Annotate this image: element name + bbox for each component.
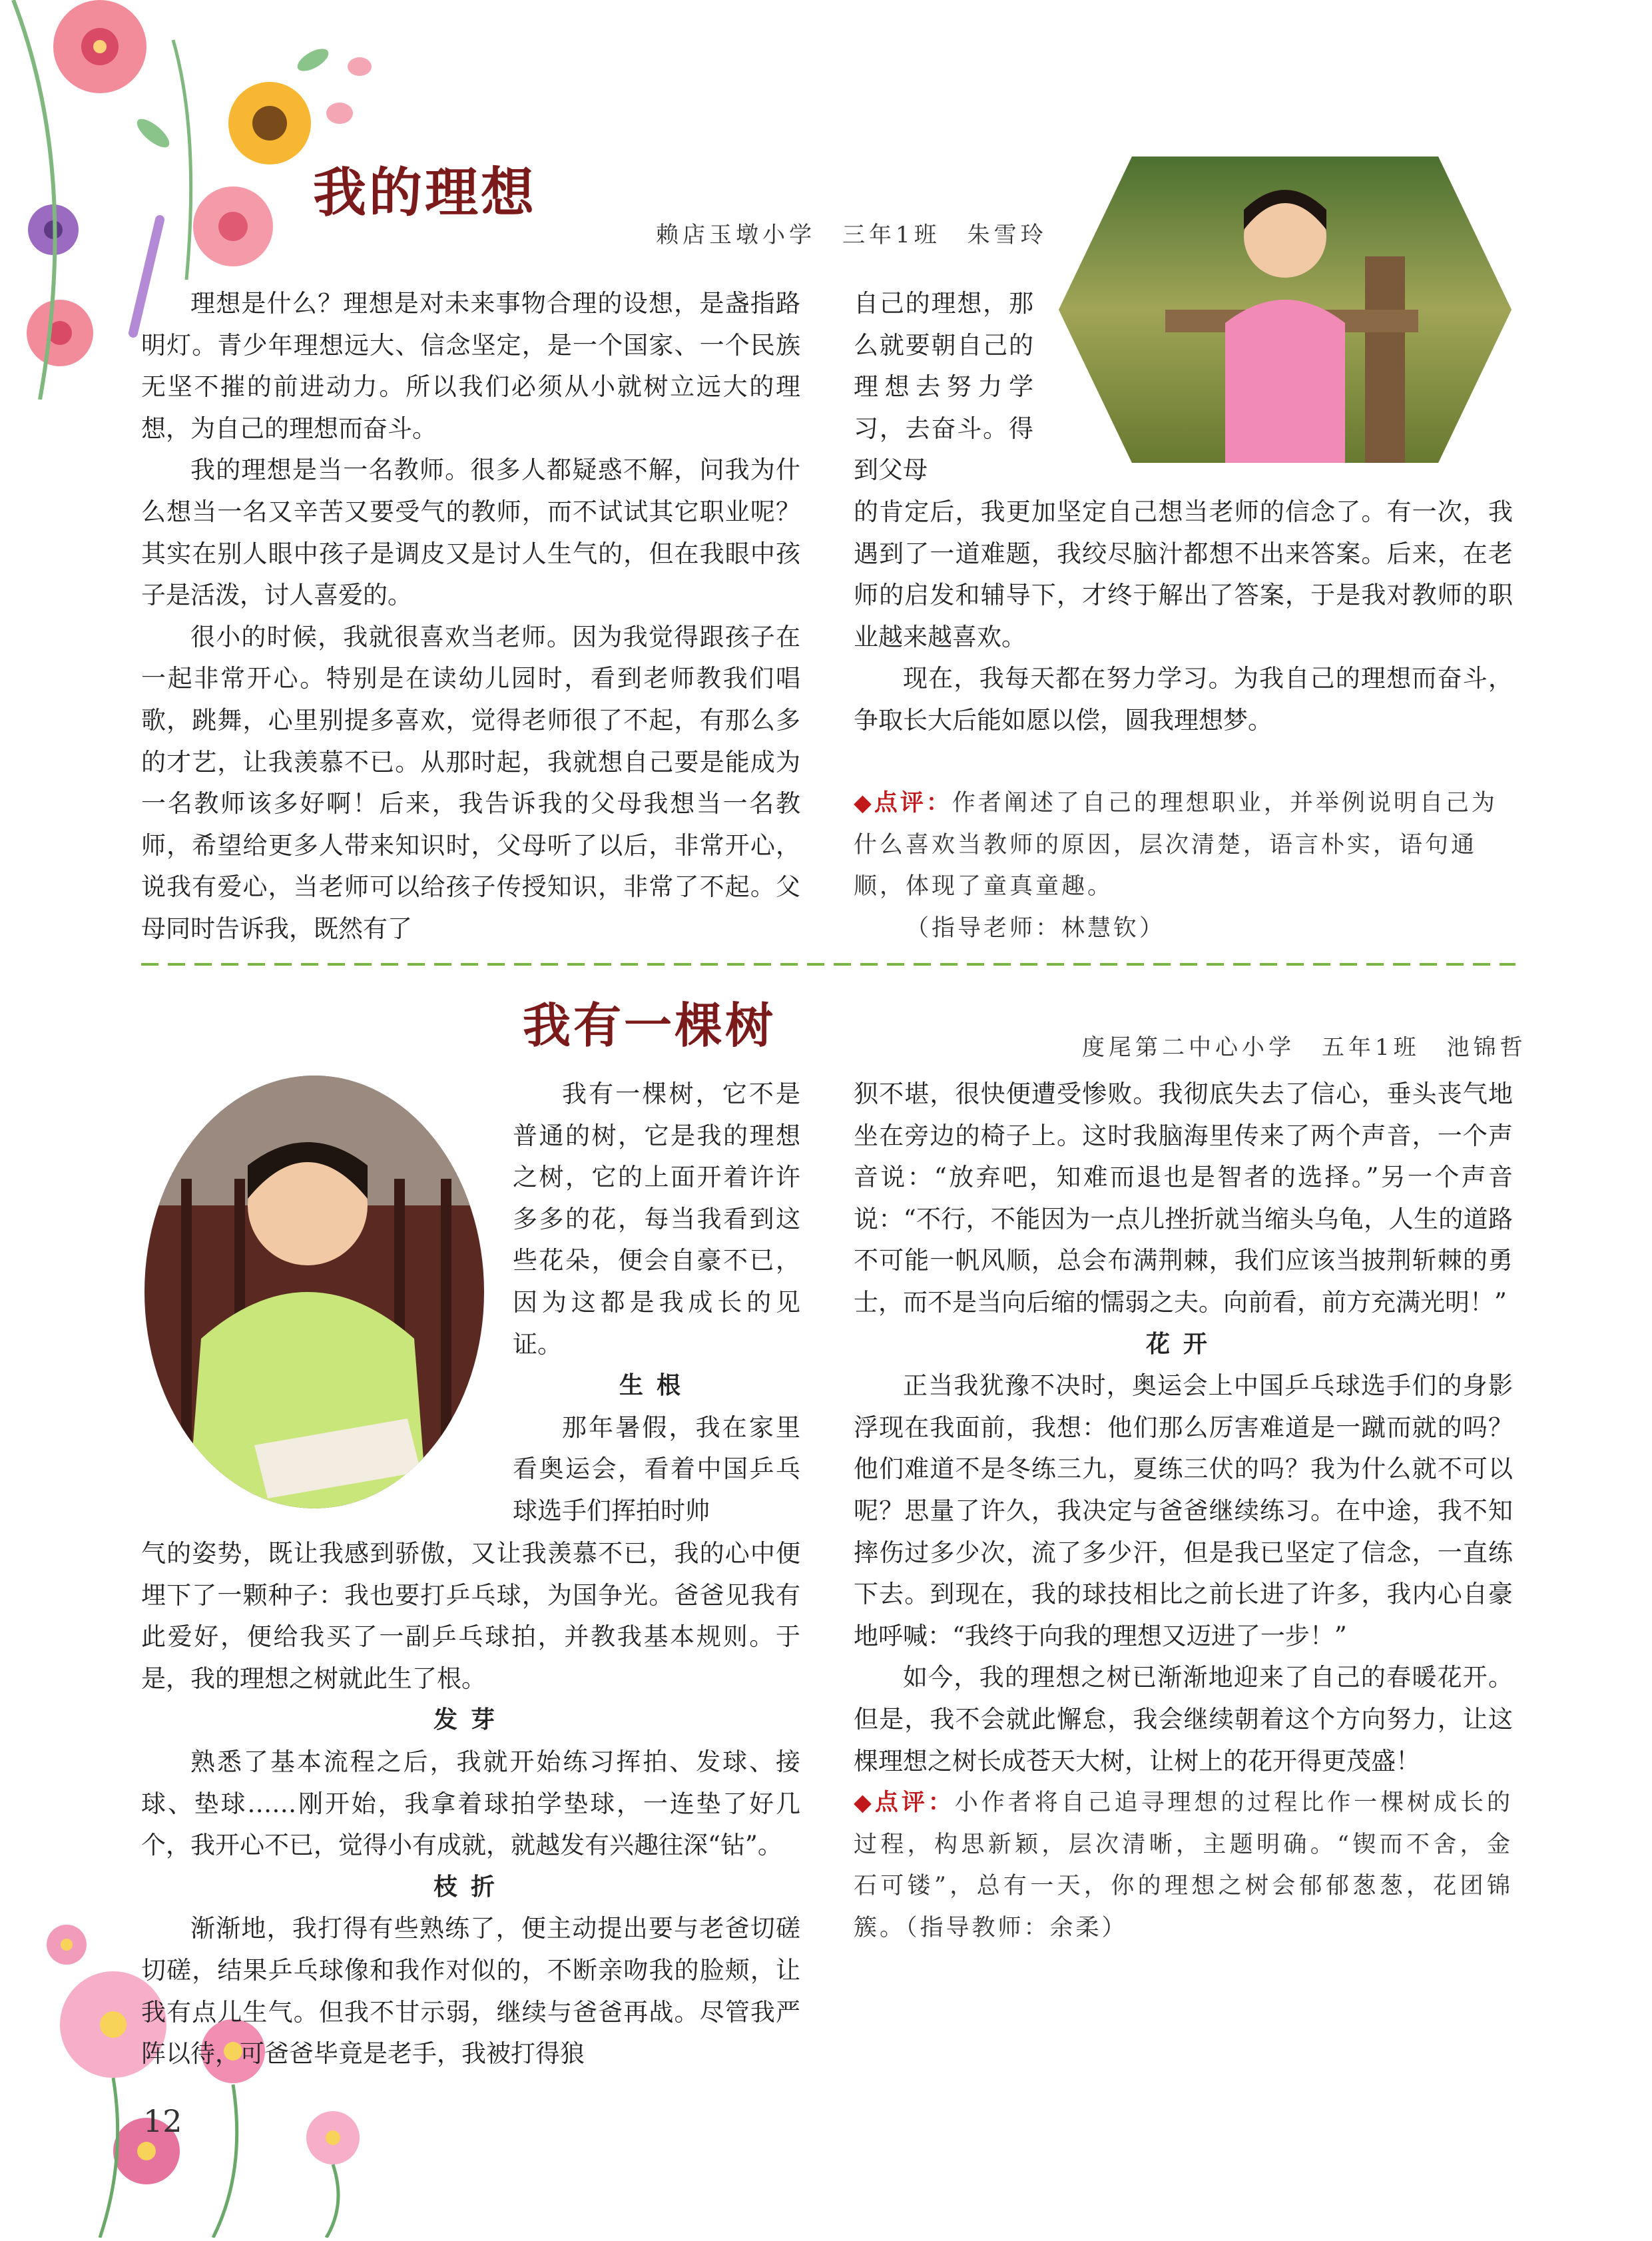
student-photo-girl (1052, 157, 1518, 463)
review-label: ◆点评： (854, 789, 952, 816)
article1-title: 我的理想 (313, 162, 537, 224)
article2-column-right (854, 1074, 1513, 1949)
article1-paragraph: 现在，我每天都在努力学习。为我自己的理想而奋斗，争取长大后能如愿以偿，圆我理想梦。 (854, 664, 1513, 735)
subheading-root: 生根 (619, 1372, 694, 1400)
article1-column-right-narrow (854, 283, 1033, 491)
subheading-bloom: 花开 (1145, 1330, 1221, 1358)
review-text: 作者阐述了自己的理想职业，并举例说明自己为什么喜欢当教师的原因，层次清楚，语言朴实，语句通顺，体现了童真童趣。 (854, 790, 1498, 900)
article2-byline: 度尾第二中心小学 五年1班 池锦哲 (1082, 1034, 1527, 1061)
article1-paragraph: 自己的理想，那么就要朝自己的理想去努力学习，去奋斗。得到父母 (854, 289, 1033, 485)
leaf-divider (141, 958, 1515, 971)
article1-column-right (854, 491, 1513, 742)
article2-paragraph: 我有一棵树，它不是普通的树，它是我的理想之树，它的上面开着许许多多的花，每当我看到这些花朵，便会自豪不已，因为这都是我成长的见证。 (513, 1080, 800, 1359)
subheading-sprout: 发芽 (433, 1706, 508, 1734)
article1-paragraph: 理想是什么？理想是对未来事物合理的设想，是盏指路明灯。青少年理想远大、信念坚定，是一个国家、一个民族无坚不摧的前进动力。所以我们必须从小就树立远大的理想，为自己的理想而奋斗。 (141, 289, 800, 443)
pink-flower-icon (193, 186, 273, 266)
sunflower-icon (228, 82, 311, 164)
review-label: ◆点评： (854, 1789, 955, 1817)
article2-paragraph: 正当我犹豫不决时，奥运会上中国乒乓球选手们的身影浮现在我面前，我想：他们那么厉害难道是一蹴而就的吗？他们难道不是冬练三九，夏练三伏的吗？我为什么就不可以呢？思量了许久，我决定与爸爸继续练习。在中途，我不知摔伤过多少次，流了多少汗，但是我已坚定了信念，一直练下去。到现在，我的球技相比之前长进了许多，我内心自豪地呼喊：“我终于向我的理想又迈进了一步！” (854, 1371, 1513, 1650)
article1-review (854, 783, 1513, 949)
article1-column-left (141, 283, 800, 950)
article1-paragraph: 我的理想是当一名教师。很多人都疑惑不解，问我为什么想当一名又辛苦又要受气的教师，而不试试其它职业呢？其实在别人眼中孩子是调皮又是讨人生气的，但在我眼中孩子是活泼，讨人喜爱的。 (141, 456, 800, 610)
article2-title: 我有一棵树 (523, 998, 776, 1054)
cosmos-flower-icon (306, 2111, 360, 2164)
article1-paragraph: 的肯定后，我更加坚定自己想当老师的信念了。有一次，我遇到了一道难题，我绞尽脑汁都想不出来答案。后来，在老师的启发和辅导下，才终于解出了答案，于是我对教师的职业越来越喜欢。 (854, 497, 1513, 651)
article2-paragraph: 气的姿势，既让我感到骄傲，又让我羡慕不已，我的心中便埋下了一颗种子：我也要打乒乓球，为国争光。爸爸见我有此爱好，便给我买了一副乒乓球拍，并教我基本规则。于是，我的理想之树就此生了根。 (141, 1539, 800, 1693)
subheading-break: 枝折 (433, 1873, 508, 1901)
article2-paragraph: 如今，我的理想之树已渐渐地迎来了自己的春暖花开。但是，我不会就此懈怠，我会继续朝着这个方向努力，让这棵理想之树长成苍天大树，让树上的花开得更茂盛！ (854, 1663, 1513, 1775)
article2-paragraph: 狈不堪，很快便遭受惨败。我彻底失去了信心，垂头丧气地坐在旁边的椅子上。这时我脑海里传来了两个声音，一个声音说：“放弃吧，知难而退也是智者的选择。”另一个声音说：“不行，不能因为一点儿挫折就当缩头乌龟，人生的道路不可能一帆风顺，总会布满荆棘，我们应该当披荆斩棘的勇士，而不是当向后缩的懦弱之夫。向前看，前方充满光明！” (854, 1080, 1513, 1317)
article2-review (854, 1782, 1513, 1949)
pink-flower-icon (27, 300, 93, 366)
student-photo-boy (141, 1072, 487, 1512)
cosmos-flower-icon (47, 1925, 87, 1965)
article2-paragraph: 那年暑假，我在家里看奥运会，看着中国乒乓球选手们挥拍时帅 (513, 1413, 800, 1525)
article1-paragraph: 很小的时候，我就很喜欢当老师。因为我觉得跟孩子在一起非常开心。特别是在读幼儿园时，看到老师教我们唱歌，跳舞，心里别提多喜欢，觉得老师很了不起，有那么多的才艺，让我羡慕不已。从那时起，我就想自己要是能成为一名教师该多好啊！后来，我告诉我的父母我想当一名教师，希望给更多人带来知识时，父母听了以后，非常开心，说我有爱心，当老师可以给孩子传授知识，非常了不起。父母同时告诉我，既然有了 (141, 622, 800, 943)
article1-byline: 赖店玉墩小学 三年1班 朱雪玲 (656, 222, 1047, 248)
page-number: 12 (143, 2103, 182, 2139)
review-text: 小作者将自己追寻理想的过程比作一棵树成长的过程，构思新颖，层次清晰，主题明确。“锲而不舍，金石可镂”，总有一天，你的理想之树会郁郁葱葱，花团锦簇。（指导教师：余柔） (854, 1789, 1513, 1941)
article2-paragraph: 渐渐地，我打得有些熟练了，便主动提出要与老爸切磋切磋，结果乒乓球像和我作对似的，不断亲吻我的脸颊，让我有点儿生气。但我不甘示弱，继续与爸爸再战。尽管我严阵以待，可爸爸毕竟是老手，我被打得狼 (141, 1914, 800, 2069)
article2-column-left (141, 1533, 800, 2075)
article2-column-left-narrow (513, 1074, 800, 1532)
pink-flower-icon (53, 0, 146, 93)
article2-paragraph: 熟悉了基本流程之后，我就开始练习挥拍、发球、接球、垫球……刚开始，我拿着球拍学垫球，一连垫了好几个，我开心不已，觉得小有成就，就越发有兴趣往深“钻”。 (141, 1747, 800, 1860)
article1-teacher: （指导老师：林慧钦） (906, 914, 1166, 942)
